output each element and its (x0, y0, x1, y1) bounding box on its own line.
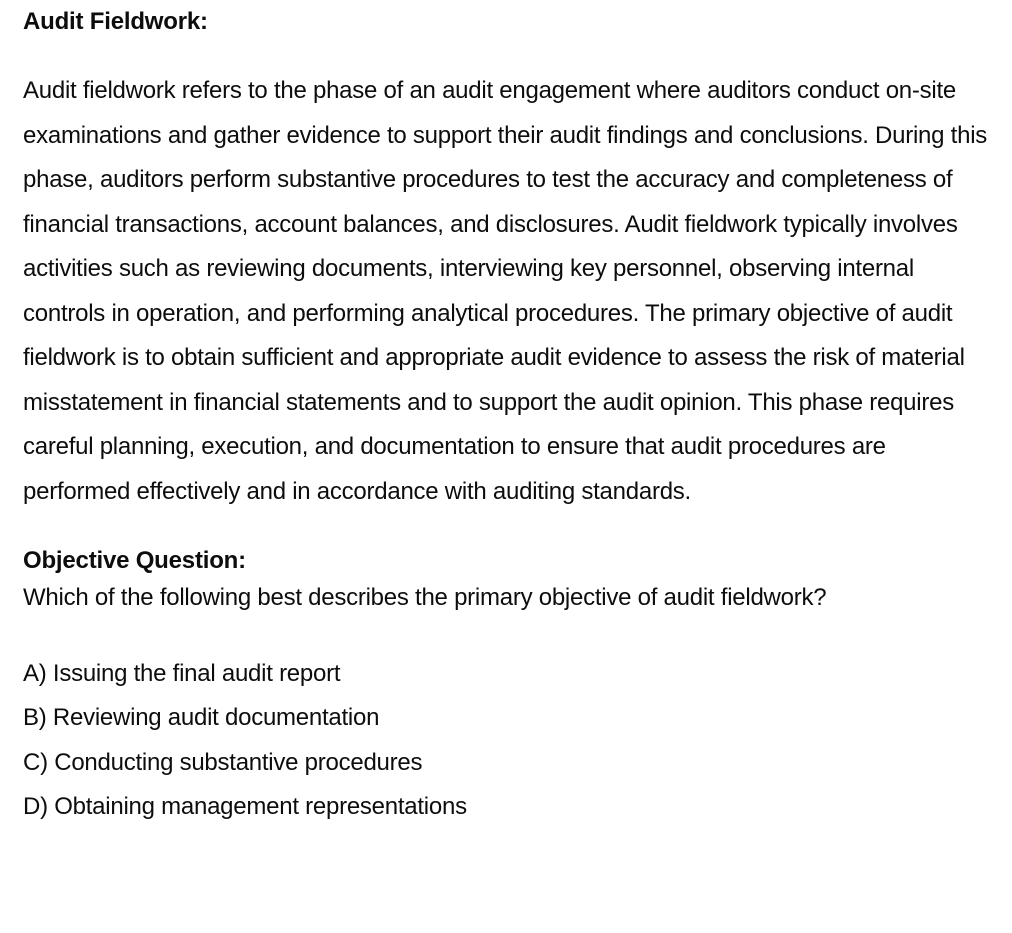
audit-fieldwork-paragraph: Audit fieldwork refers to the phase of an audit engagement where auditors conduct on-site examinations and gather evidence to support their audit findings and conclusions. During this phase, auditors perform substantive procedures to test the accuracy and completeness of financial transactions, account balances, and disclosures. Audit fieldwork typically involves activities such as reviewing documents, interviewing key personnel, observing internal controls in operation, and performing analytical procedures. The primary objective of audit fieldwork is to obtain sufficient and appropriate audit evidence to assess the risk of material misstatement in financial statements and to support the audit opinion. This phase requires careful planning, execution, and documentation to ensure that audit procedures are performed effectively and in accordance with auditing standards. (23, 77, 988, 505)
section-heading-audit-fieldwork: Audit Fieldwork: (23, 8, 208, 35)
answer-option-c: C) Conducting substantive procedures (23, 748, 423, 776)
answer-option-a: A) Issuing the final audit report (23, 659, 341, 687)
answer-options-list (23, 652, 990, 830)
section-heading-objective-question: Objective Question: (23, 547, 246, 574)
answer-option-d: D) Obtaining management representations (23, 793, 467, 820)
question-text: Which of the following best describes the primary objective of audit fieldwork? (23, 584, 827, 611)
answer-option-b: B) Reviewing audit documentation (23, 704, 380, 731)
